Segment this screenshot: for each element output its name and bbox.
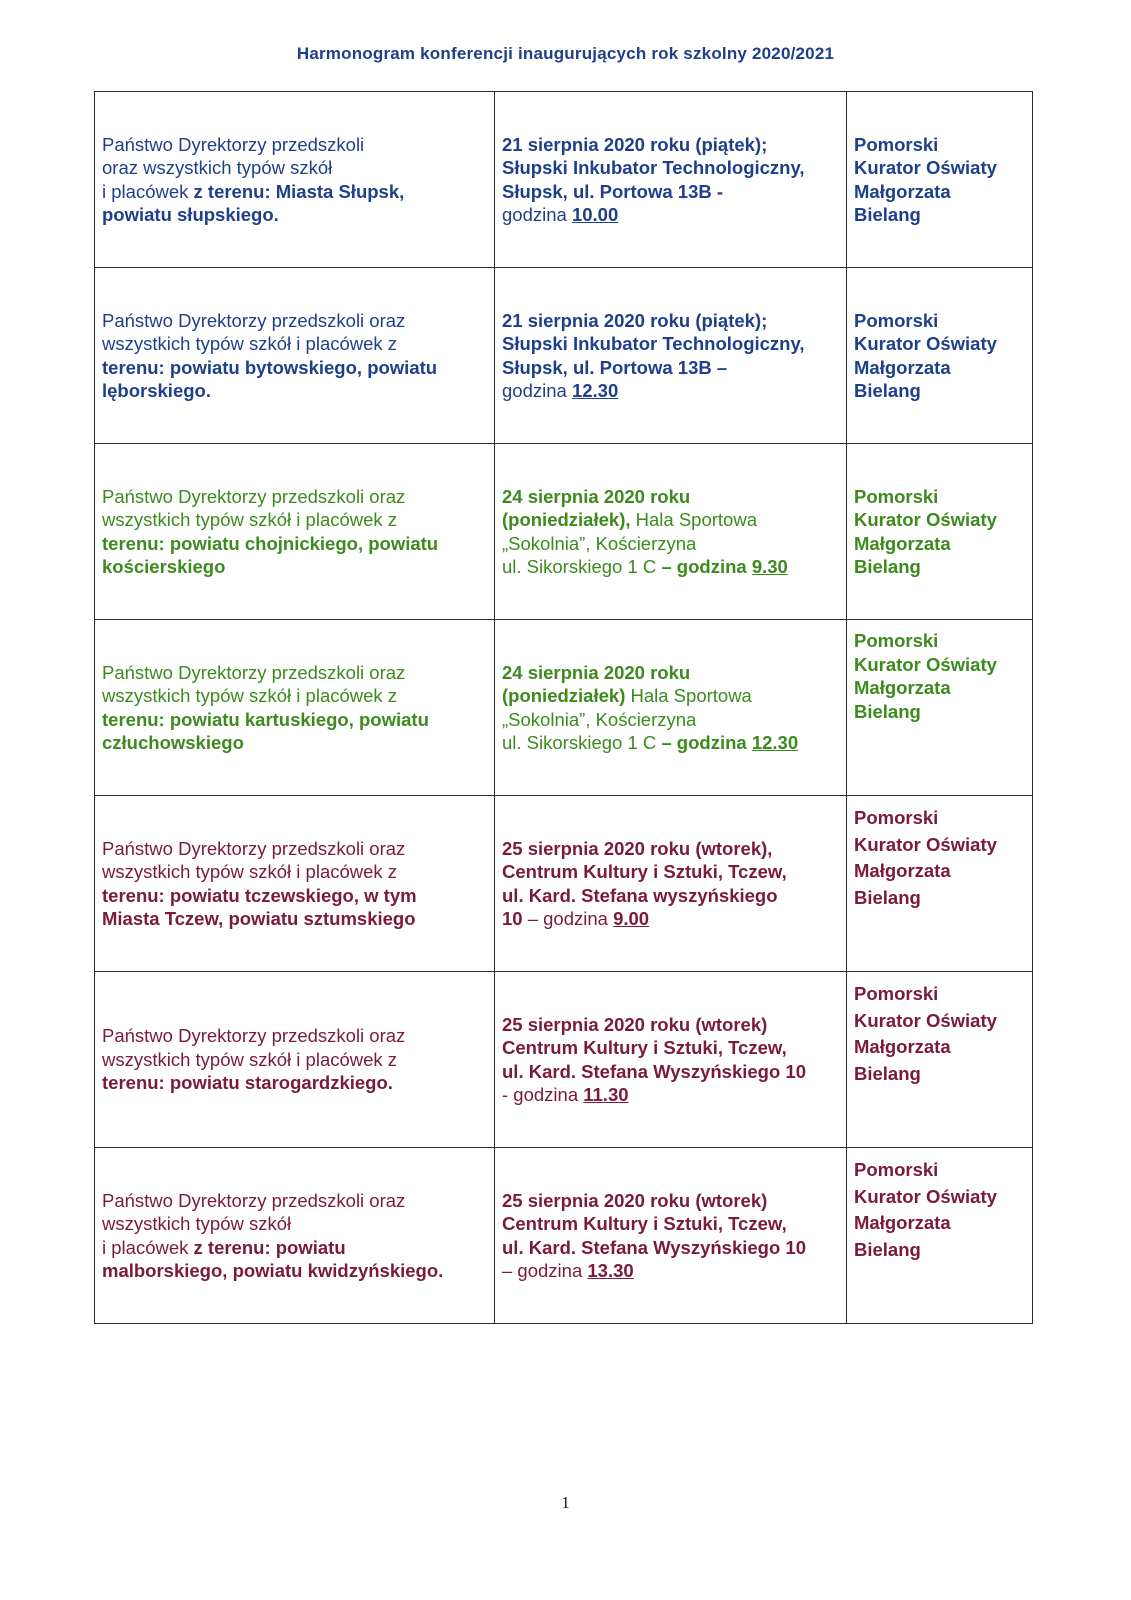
organizer-line: Kurator Oświaty [854,333,997,354]
venue-line [502,508,838,532]
audience-cell [95,92,495,268]
venue-cell [495,972,847,1148]
audience-cell [95,268,495,444]
venue-line [502,133,838,157]
organizer-line: Pomorski [854,485,939,507]
organizer-line: Małgorzata [854,532,951,554]
audience-line [102,708,486,732]
text-fragment: godzina [502,204,572,225]
audience-line [102,1259,486,1283]
page-number: 1 [561,1493,570,1512]
audience-line [102,661,486,685]
audience-cell [95,796,495,972]
text-fragment: Słupski Inkubator Technologiczny, [502,157,805,178]
organizer-cell [847,972,1033,1148]
venue-line [502,860,838,884]
text-fragment: (poniedziałek), [502,509,631,530]
audience-cell [95,620,495,796]
text-fragment: Państwo Dyrektorzy przedszkoli oraz [102,485,406,507]
audience-line [102,156,486,180]
organizer-line: Pomorski [854,807,939,828]
organizer-cell [847,1148,1033,1324]
text-fragment: – godzina [502,1260,588,1281]
audience-line [102,180,486,204]
audience-line [102,379,486,403]
organizer-line: Bielang [854,380,921,401]
venue-line [502,837,838,861]
text-fragment: terenu: powiatu kartuskiego, powiatu [102,708,429,730]
venue-line [502,555,838,579]
venue-line [502,1259,838,1283]
venue-line [502,907,838,931]
text-fragment: – godzina [522,908,614,929]
audience-line [102,1212,486,1236]
text-fragment: wszystkich typów szkół i placówek z [102,861,398,882]
venue-line [502,708,838,732]
audience-line [102,133,486,157]
time-text: 12.30 [751,732,799,753]
text-fragment: terenu: powiatu chojnickiego, powiatu [102,532,439,554]
audience-line [102,684,486,708]
audience-line [102,485,486,509]
venue-line [502,156,838,180]
text-fragment: - godzina [502,1084,584,1105]
venue-line [502,1212,838,1236]
venue-line [502,1236,838,1260]
text-fragment: kościerskiego [102,556,226,577]
text-fragment: Centrum Kultury i Sztuki, Tczew, [502,1037,787,1058]
text-fragment: 21 sierpnia 2020 roku (piątek); [502,309,768,331]
text-fragment: oraz wszystkich typów szkół [102,157,333,178]
organizer-cell [847,268,1033,444]
audience-line [102,532,486,556]
organizer-line: Kurator Oświaty [854,157,997,178]
organizer-cell [847,620,1033,796]
venue-line [502,203,838,227]
text-fragment: Słupsk, ul. Portowa 13B – [502,356,728,378]
organizer-line: Bielang [854,700,921,722]
venue-cell [495,1148,847,1324]
time-text: 9.00 [613,908,650,929]
text-fragment: Hala Sportowa [625,685,752,706]
text-fragment: Państwo Dyrektorzy przedszkoli oraz [102,309,406,331]
table-row [95,796,1033,972]
text-fragment: terenu: powiatu starogardzkiego. [102,1072,393,1094]
text-fragment: 25 sierpnia 2020 roku (wtorek), [502,837,773,859]
organizer-line: Kurator Oświaty [854,653,997,675]
organizer-cell [847,796,1033,972]
organizer-line: Małgorzata [854,1036,951,1057]
venue-line [502,379,838,403]
audience-line [102,1024,486,1048]
text-fragment: Państwo Dyrektorzy przedszkoli oraz [102,1189,406,1211]
text-fragment: Państwo Dyrektorzy przedszkoli [102,133,365,155]
text-fragment: lęborskiego. [102,380,211,401]
text-fragment: Centrum Kultury i Sztuki, Tczew, [502,1213,787,1234]
text-fragment: 25 sierpnia 2020 roku (wtorek) [502,1013,768,1035]
venue-line [502,1083,838,1107]
audience-cell [95,444,495,620]
organizer-line: Pomorski [854,983,939,1004]
venue-cell [495,92,847,268]
page-title: Harmonogram konferencji inaugurujących rok szkolny 2020/2021 [296,44,835,63]
text-fragment: – godzina [661,556,752,577]
text-fragment: Państwo Dyrektorzy przedszkoli oraz [102,1025,406,1047]
text-fragment: ul. Sikorskiego 1 C [502,732,662,753]
text-fragment: z terenu: powiatu [193,1236,346,1258]
audience-line [102,860,486,884]
audience-line [102,731,486,755]
text-fragment: i placówek [102,1236,194,1258]
text-fragment: powiatu słupskiego. [102,204,279,225]
audience-line [102,907,486,931]
text-fragment: godzina [502,380,572,401]
organizer-line: Bielang [854,204,921,225]
text-fragment: terenu: powiatu tczewskiego, w tym [102,884,417,906]
time-text: 11.30 [583,1084,629,1105]
audience-line [102,508,486,532]
audience-cell [95,1148,495,1324]
organizer-line: Bielang [854,1238,921,1260]
schedule-body [95,92,1033,1324]
text-fragment: 24 sierpnia 2020 roku [502,661,691,683]
text-fragment: wszystkich typów szkół i placówek z [102,509,398,530]
text-fragment: „Sokolnia”, Kościerzyna [502,708,697,730]
organizer-cell [847,92,1033,268]
venue-cell [495,444,847,620]
audience-line [102,309,486,333]
venue-line [502,332,838,356]
audience-line [102,884,486,908]
venue-line [502,1189,838,1213]
audience-cell [95,972,495,1148]
venue-line [502,356,838,380]
audience-line [102,332,486,356]
text-fragment: z terenu: Miasta Słupsk, [193,180,405,202]
venue-line [502,731,838,755]
time-text: 9.30 [751,556,788,577]
text-fragment: 21 sierpnia 2020 roku (piątek); [502,133,768,155]
text-fragment: wszystkich typów szkół i placówek z [102,685,398,706]
audience-line [102,837,486,861]
organizer-line: Bielang [854,556,921,577]
text-fragment: Słupski Inkubator Technologiczny, [502,333,805,354]
audience-line [102,356,486,380]
organizer-line: Małgorzata [854,1212,951,1233]
venue-line [502,485,838,509]
text-fragment: wszystkich typów szkół i placówek z [102,1048,398,1070]
text-fragment: wszystkich typów szkół i placówek z [102,333,398,354]
text-fragment: Centrum Kultury i Sztuki, Tczew, [502,861,787,882]
venue-cell [495,620,847,796]
venue-line [502,532,838,556]
audience-line [102,203,486,227]
venue-line [502,309,838,333]
time-text: 10.00 [571,204,619,225]
text-fragment: ul. Kard. Stefana Wyszyńskiego 10 [502,1236,806,1258]
text-fragment: 25 sierpnia 2020 roku (wtorek) [502,1189,768,1211]
text-fragment: – godzina [661,732,752,753]
venue-line [502,1060,838,1084]
organizer-line: Małgorzata [854,180,951,202]
table-row [95,268,1033,444]
venue-cell [495,268,847,444]
text-fragment: ul. Sikorskiego 1 C [502,556,662,577]
text-fragment: Miasta Tczew, powiatu sztumskiego [102,908,416,929]
time-text: 13.30 [587,1260,634,1281]
text-fragment: ul. Kard. Stefana Wyszyńskiego 10 [502,1060,806,1082]
schedule-table [94,91,1033,1324]
table-row [95,444,1033,620]
text-fragment: Słupsk, ul. Portowa 13B - [502,180,724,202]
text-fragment: terenu: powiatu bytowskiego, powiatu [102,356,438,378]
text-fragment: „Sokolnia”, Kościerzyna [502,532,697,554]
venue-line [502,1036,838,1060]
venue-line [502,684,838,708]
organizer-line: Kurator Oświaty [854,1185,997,1207]
text-fragment: wszystkich typów szkół [102,1213,292,1234]
text-fragment: Państwo Dyrektorzy przedszkoli oraz [102,837,406,859]
organizer-line: Pomorski [854,1159,939,1180]
organizer-line: Bielang [854,1062,921,1084]
table-row [95,972,1033,1148]
text-fragment: 24 sierpnia 2020 roku [502,485,691,507]
audience-line [102,555,486,579]
text-fragment: i placówek [102,180,194,202]
organizer-line: Małgorzata [854,860,951,881]
audience-line [102,1071,486,1095]
table-row [95,620,1033,796]
organizer-line: Kurator Oświaty [854,509,997,530]
organizer-line: Małgorzata [854,677,951,698]
organizer-line: Bielang [854,886,921,908]
table-row [95,1148,1033,1324]
venue-line [502,1013,838,1037]
text-fragment: (poniedziałek) [502,685,626,706]
venue-line [502,661,838,685]
audience-line [102,1048,486,1072]
text-fragment: człuchowskiego [102,732,244,753]
venue-cell [495,796,847,972]
organizer-line: Kurator Oświaty [854,833,997,855]
text-fragment: Hala Sportowa [630,509,757,530]
organizer-line: Małgorzata [854,356,951,378]
venue-line [502,884,838,908]
organizer-line: Pomorski [854,630,939,651]
audience-line [102,1189,486,1213]
organizer-cell [847,444,1033,620]
organizer-line: Kurator Oświaty [854,1009,997,1031]
organizer-line: Pomorski [854,309,939,331]
organizer-line: Pomorski [854,133,939,155]
text-fragment: Państwo Dyrektorzy przedszkoli oraz [102,661,406,683]
text-fragment: malborskiego, powiatu kwidzyńskiego. [102,1260,444,1281]
audience-line [102,1236,486,1260]
venue-line [502,180,838,204]
table-row [95,92,1033,268]
text-fragment: 10 [502,908,523,929]
time-text: 12.30 [571,380,619,401]
text-fragment: ul. Kard. Stefana wyszyńskiego [502,884,778,906]
